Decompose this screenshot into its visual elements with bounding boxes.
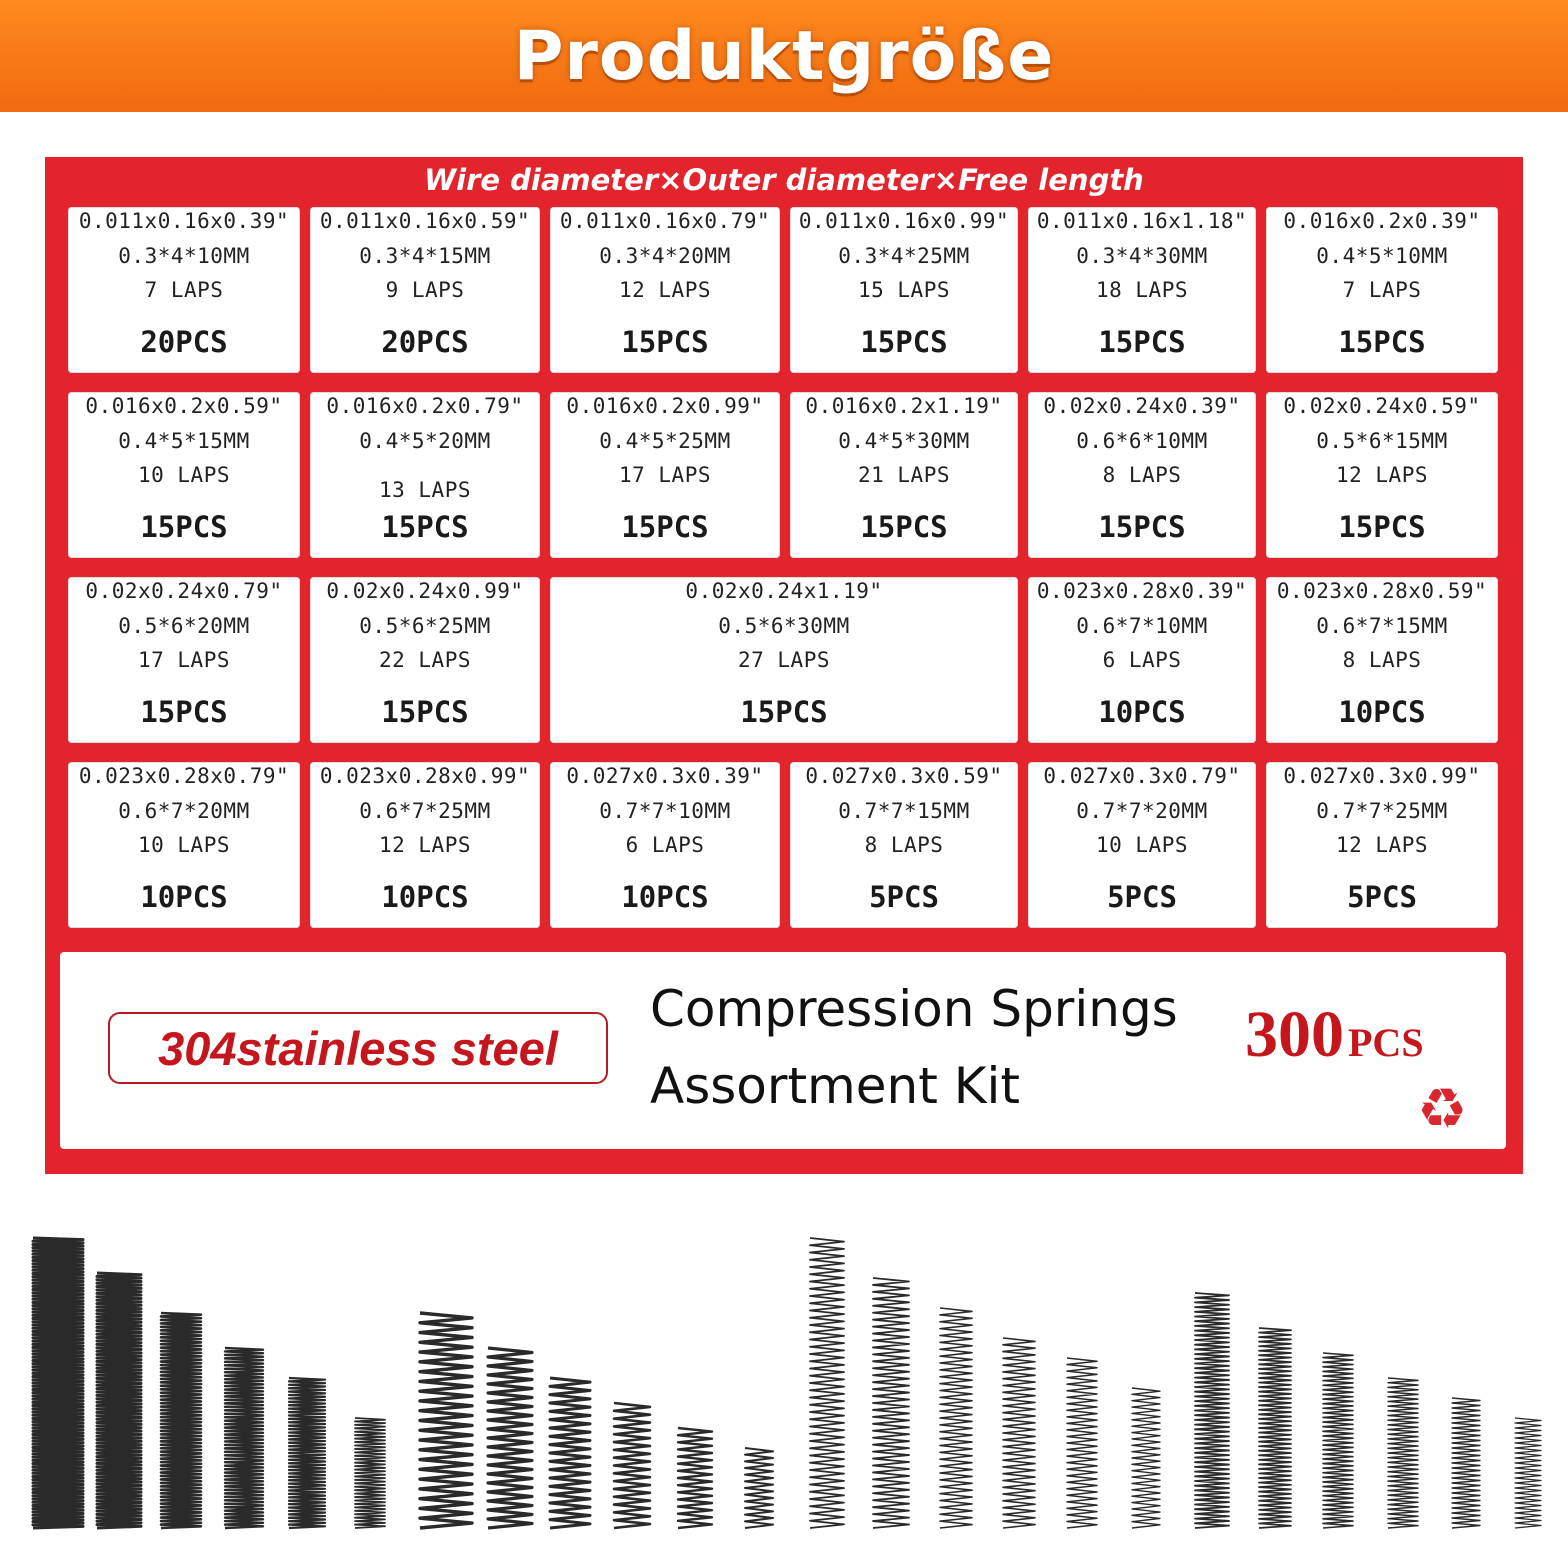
pieces-count: 15PCS (140, 695, 228, 729)
size-cell (1266, 207, 1498, 373)
size-cell (310, 207, 540, 373)
inch-size: 0.023x0.28x0.59" (1276, 579, 1488, 603)
spring-12 (745, 1448, 773, 1528)
inch-size: 0.02x0.24x0.59" (1283, 394, 1481, 418)
pieces-count: 15PCS (860, 325, 948, 359)
mm-size: 0.3*4*25MM (838, 244, 970, 268)
page-title: Produktgröße (513, 16, 1055, 96)
spring-3 (161, 1313, 201, 1528)
laps-count: 7 LAPS (1342, 278, 1422, 302)
spring-2 (97, 1273, 141, 1528)
pieces-count: 20PCS (381, 325, 469, 359)
laps-count: 12 LAPS (618, 278, 711, 302)
size-cell (550, 392, 780, 558)
pieces-count: 5PCS (869, 880, 939, 914)
pieces-count: 10PCS (621, 880, 709, 914)
mm-size: 0.3*4*10MM (118, 244, 250, 268)
mm-size: 0.6*7*20MM (118, 799, 250, 823)
mm-size: 0.3*4*30MM (1076, 244, 1208, 268)
mm-size: 0.6*6*10MM (1076, 429, 1208, 453)
mm-size: 0.7*7*15MM (838, 799, 970, 823)
size-cell (310, 762, 540, 928)
size-cell (68, 762, 300, 928)
size-cell (1028, 207, 1256, 373)
laps-count: 9 LAPS (385, 278, 465, 302)
size-cell (550, 207, 780, 373)
laps-count: 15 LAPS (857, 278, 950, 302)
mm-size: 0.6*7*10MM (1076, 614, 1208, 638)
mm-size: 0.5*6*15MM (1316, 429, 1448, 453)
size-cell (550, 762, 780, 928)
inch-size: 0.027x0.3x0.99" (1283, 764, 1481, 788)
recycle-icon: ♻ (1417, 1077, 1468, 1142)
mm-size: 0.5*6*30MM (718, 614, 850, 638)
size-cell (1028, 392, 1256, 558)
spring-7 (420, 1313, 472, 1528)
mm-size: 0.7*7*20MM (1076, 799, 1208, 823)
mm-size: 0.7*7*25MM (1316, 799, 1448, 823)
spring-11 (678, 1428, 712, 1528)
pieces-count: 10PCS (381, 880, 469, 914)
size-cell (1028, 762, 1256, 928)
pieces-count: 15PCS (860, 510, 948, 544)
size-cell (1266, 392, 1498, 558)
spring-21 (1323, 1353, 1353, 1528)
size-cell (68, 577, 300, 743)
spring-14 (873, 1278, 909, 1528)
laps-count: 10 LAPS (1095, 833, 1188, 857)
laps-count: 10 LAPS (137, 833, 230, 857)
laps-count: 8 LAPS (1342, 648, 1422, 672)
pieces-count: 15PCS (1098, 510, 1186, 544)
spring-4 (225, 1348, 263, 1528)
material-badge: 304stainless steel (108, 1012, 608, 1084)
laps-count: 8 LAPS (1102, 463, 1182, 487)
laps-count: 17 LAPS (137, 648, 230, 672)
size-cell (68, 392, 300, 558)
pieces-count: 15PCS (621, 325, 709, 359)
inch-size: 0.016x0.2x0.99" (566, 394, 764, 418)
pieces-count: 15PCS (740, 695, 828, 729)
pieces-count: 20PCS (140, 325, 228, 359)
pieces-count: 10PCS (140, 880, 228, 914)
size-cell (310, 577, 540, 743)
spring-box-label (45, 157, 1523, 1174)
kit-title-line1: Compression Springs (650, 980, 1178, 1038)
spring-15 (940, 1308, 972, 1528)
inch-size: 0.011x0.16x0.39" (78, 209, 290, 233)
spring-6 (355, 1418, 385, 1528)
pieces-count: 15PCS (140, 510, 228, 544)
inch-size: 0.016x0.2x0.59" (85, 394, 283, 418)
laps-count: 8 LAPS (864, 833, 944, 857)
dimension-heading: Wire diameter×Outer diameter×Free length (424, 163, 1144, 197)
laps-count: 13 LAPS (378, 478, 471, 502)
total-unit: PCS (1348, 1020, 1424, 1065)
mm-size: 0.6*7*25MM (359, 799, 491, 823)
laps-count: 12 LAPS (378, 833, 471, 857)
inch-size: 0.027x0.3x0.39" (566, 764, 764, 788)
size-cell (1266, 762, 1498, 928)
laps-count: 22 LAPS (378, 648, 471, 672)
size-cell (1266, 577, 1498, 743)
spring-16 (1003, 1338, 1035, 1528)
pieces-count: 15PCS (1338, 510, 1426, 544)
mm-size: 0.6*7*15MM (1316, 614, 1448, 638)
size-cell (790, 207, 1018, 373)
laps-count: 27 LAPS (737, 648, 830, 672)
inch-size: 0.011x0.16x0.59" (319, 209, 531, 233)
spring-1 (33, 1238, 83, 1528)
size-cell (790, 762, 1018, 928)
mm-size: 0.4*5*15MM (118, 429, 250, 453)
pieces-count: 15PCS (621, 510, 709, 544)
inch-size: 0.02x0.24x0.99" (326, 579, 524, 603)
total-pieces (1245, 997, 1424, 1073)
inch-size: 0.023x0.28x0.99" (319, 764, 531, 788)
inch-size: 0.02x0.24x0.79" (85, 579, 283, 603)
mm-size: 0.3*4*20MM (599, 244, 731, 268)
spring-10 (614, 1403, 650, 1528)
mm-size: 0.4*5*30MM (838, 429, 970, 453)
spring-24 (1515, 1418, 1541, 1528)
pieces-count: 10PCS (1098, 695, 1186, 729)
spring-5 (289, 1378, 325, 1528)
kit-title-line2: Assortment Kit (650, 1057, 1020, 1115)
pieces-count: 15PCS (1338, 325, 1426, 359)
mm-size: 0.4*5*20MM (359, 429, 491, 453)
spring-18 (1132, 1388, 1160, 1528)
laps-count: 7 LAPS (144, 278, 224, 302)
spring-19 (1195, 1293, 1229, 1528)
spring-23 (1452, 1398, 1480, 1528)
spring-illustrations (0, 1230, 1568, 1540)
size-cell (310, 392, 540, 558)
mm-size: 0.4*5*10MM (1316, 244, 1448, 268)
mm-size: 0.7*7*10MM (599, 799, 731, 823)
size-cell-wide (550, 577, 1018, 743)
pieces-count: 5PCS (1347, 880, 1417, 914)
inch-size: 0.02x0.24x1.19" (685, 579, 883, 603)
laps-count: 10 LAPS (137, 463, 230, 487)
size-cell (1028, 577, 1256, 743)
inch-size: 0.023x0.28x0.79" (78, 764, 290, 788)
laps-count: 17 LAPS (618, 463, 711, 487)
inch-size: 0.016x0.2x0.79" (326, 394, 524, 418)
pieces-count: 15PCS (381, 510, 469, 544)
kit-info-panel (60, 952, 1506, 1149)
size-cell (68, 207, 300, 373)
laps-count: 6 LAPS (1102, 648, 1182, 672)
title-banner (0, 0, 1568, 112)
inch-size: 0.011x0.16x0.79" (559, 209, 771, 233)
pieces-count: 10PCS (1338, 695, 1426, 729)
inch-size: 0.016x0.2x0.39" (1283, 209, 1481, 233)
inch-size: 0.027x0.3x0.59" (805, 764, 1003, 788)
spring-17 (1067, 1358, 1097, 1528)
inch-size: 0.027x0.3x0.79" (1043, 764, 1241, 788)
laps-count: 12 LAPS (1335, 463, 1428, 487)
spring-8 (488, 1348, 532, 1528)
size-cell (790, 392, 1018, 558)
inch-size: 0.016x0.2x1.19" (805, 394, 1003, 418)
total-number: 300 (1245, 998, 1344, 1071)
laps-count: 21 LAPS (857, 463, 950, 487)
laps-count: 6 LAPS (625, 833, 705, 857)
pieces-count: 15PCS (1098, 325, 1186, 359)
mm-size: 0.3*4*15MM (359, 244, 491, 268)
inch-size: 0.023x0.28x0.39" (1036, 579, 1248, 603)
inch-size: 0.02x0.24x0.39" (1043, 394, 1241, 418)
mm-size: 0.4*5*25MM (599, 429, 731, 453)
laps-count: 18 LAPS (1095, 278, 1188, 302)
spring-22 (1388, 1378, 1418, 1528)
pieces-count: 15PCS (381, 695, 469, 729)
spring-20 (1259, 1328, 1291, 1528)
mm-size: 0.5*6*20MM (118, 614, 250, 638)
spring-13 (810, 1238, 844, 1528)
pieces-count: 5PCS (1107, 880, 1177, 914)
laps-count: 12 LAPS (1335, 833, 1428, 857)
inch-size: 0.011x0.16x0.99" (798, 209, 1010, 233)
spring-9 (550, 1378, 590, 1528)
mm-size: 0.5*6*25MM (359, 614, 491, 638)
inch-size: 0.011x0.16x1.18" (1036, 209, 1248, 233)
